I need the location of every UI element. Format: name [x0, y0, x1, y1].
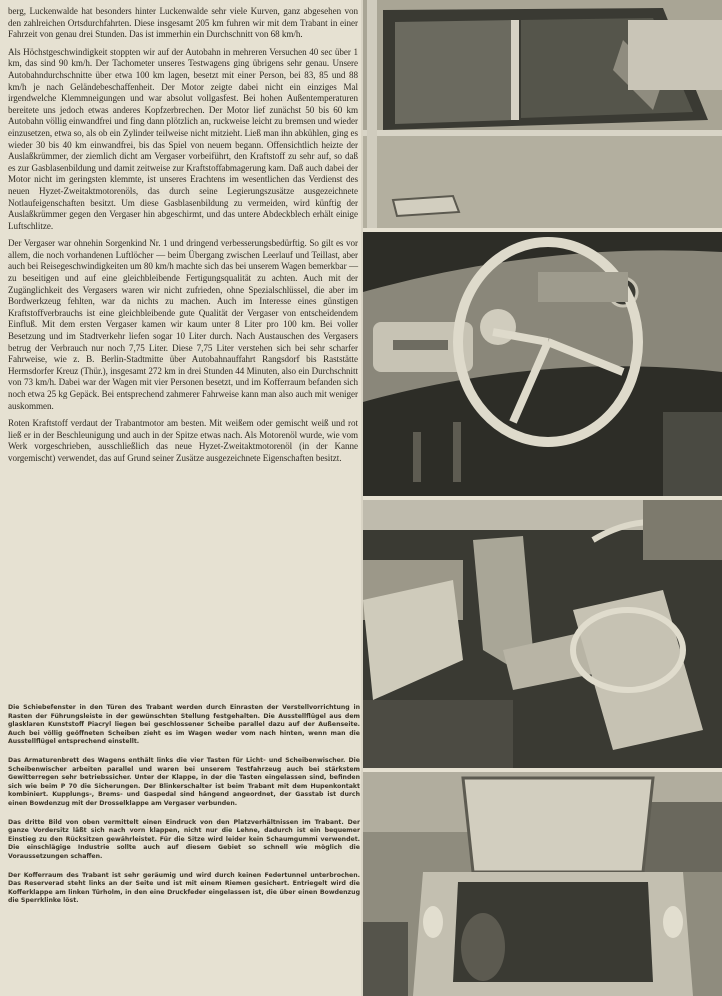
photo-door-window — [363, 0, 722, 228]
photo-trunk — [363, 772, 722, 996]
caption-trunk: Der Kofferraum des Trabant ist sehr geräumig und wird durch keinen Federtunnel unterbrochen. Das Reserverad steht links an der Seite und ist mit einem Riemen gesichert. Entriegelt wird die Kofferklappe am linken Türholm, in den eine Druckfeder eingelassen ist, die über einen Bowdenzug die Sperrklinke löst. — [8, 871, 360, 905]
article-body — [8, 6, 358, 471]
photo-captions — [8, 704, 360, 916]
article-paragraph-1: berg, Luckenwalde hat besonders hinter Luckenwalde sehr viele Kurven, ganz abgesehen von den zahlreichen Ortsdurchfahrten. Diese insgesamt 205 km fuhren wir mit dem Trabant in einer Fahrzeit von genau drei Stunden. Das ist immerhin ein Durchschnitt von 68 km/h. — [8, 6, 358, 40]
photo-dashboard — [363, 232, 722, 496]
caption-seats: Das dritte Bild von oben vermittelt einen Eindruck von den Platzverhältnissen im Trabant. Der ganze Vordersitz läßt sich nach vorn klappen, nicht nur die Lehne, dadurch ist ein bequemer Einstieg zu den Rücksitzen gewährleistet. Für die Sitze wird leider kein Schaumgummi verwendet. Die einschlägige Industrie sollte auch auf diesem Gebiet so schnell wie möglich die Voraussetzungen schaffen. — [8, 818, 360, 860]
caption-dashboard: Das Armaturenbrett des Wagens enthält links die vier Tasten für Licht- und Scheibenwischer. Die Scheibenwischer arbeiten parallel und waren bei unserem Testfahrzeug auch bei stärkstem Gewitterregen sehr betriebssicher. Unter der Klappe, in der die Tasten eingelassen sind, befinden sich wie beim P 70 die Sicherungen. Der Blinkerschalter ist beim Trabant mit dem Hupenkontakt kombiniert. Kupplungs-, Brems- und Gaspedal sind hängend angeordnet, der Gasstab ist durch einen Bowdenzug mit der Drosselklappe am Vergaser verbunden. — [8, 756, 360, 807]
article-paragraph-4: Roten Kraftstoff verdaut der Trabantmotor am besten. Mit weißem oder gemischt weiß und rot ließ er in der Beschleunigung und auch in der Spitze etwas nach. Als Motorenöl wurde, wie vom Werk vorgeschrieben, ausschließlich das neue Hyzet-Zweitaktmotorenöl (in der Kanne vorgemischt) verwendet, das auf Grund seiner Zusätze ausgezeichnete Eigenschaften besitzt. — [8, 418, 358, 463]
article-paragraph-3: Der Vergaser war ohnehin Sorgenkind Nr. 1 und dringend verbesserungsbedürftig. So gilt es vor allem, die noch vorhandenen Luftlöcher — beim Übergang zwischen Leerlauf und Teillast, aber auch bei Reisegeschwindigkeiten um 80 km/h machte sich das bei unserem Wagen bemerkbar — zu beseitigen und auf eine gleichbleibende Fertigungsqualität zu achten. Auch mit der Zugänglichkeit des Vergasers waren wir nicht zufrieden, ohne Spezialschlüssel, die aber im Bordwerkzeug fehlten, war da nichts zu machen. Auch im Interesse eines günstigen Kraftstoffverbrauchs ist eine gleichbleibende gute Qualität der Vergaser von entscheidendem Einfluß. Mit dem ersten Vergaser kamen wir kaum unter 8 Liter pro 100 km. Bei voller Besetzung und im Stadtverkehr liefen sogar 10 Liter durch. Nach Austauschen des Vergasers betrug der Verbrauch nur noch 7,75 Liter. Diese 7,75 Liter verstehen sich bei sehr scharfer Fahrweise, wie z. B. Berlin-Stadtmitte über Autobahnauffahrt Rangsdorf bis Raststätte Hermsdorfer Kreuz (Thür.), insgesamt 272 km in drei Stunden 44 Minuten, also ein Durchschnitt von 73 km/h. Dabei war der Wagen mit vier Personen besetzt, und im Kofferraum befanden sich noch etwa 25 kg Gepäck. Bei entsprechend zahmerer Fahrweise kann man also auch mit weniger auskommen. — [8, 238, 358, 411]
article-paragraph-2: Als Höchstgeschwindigkeit stoppten wir auf der Autobahn in mehreren Versuchen 40 sec über 1 km, das sind 90 km/h. Der Tachometer unseres Testwagens ging übrigens sehr genau. Unsere Autobahndurchschnitte über etwa 100 km lagen, besetzt mit einer Person, bei 83, 85 und 88 km/h je nach Geländebeschaffenheit. Der Motor zeigte dabei nicht ein einziges Mal irgendwelche Klemmneigungen und war absolut vollgasfest. Bei hohen Außentemperaturen bereitete uns jedoch etwas anderes Kopfzerbrechen. Der Motor lief zunächst 50 bis 60 km Autobahn völlig einwandfrei und fing dann plötzlich an, ruckweise leicht zu bremsen und wieder einzusetzen, etwa so, als ob ein Zylinder teilweise nicht mitzieht. Ließ man ihn abkühlen, ging es wieder 30 bis 40 km einwandfrei, bis das Spiel von neuem begann. Offensichtlich heizte der Auslaßkrümmer, der ziemlich dicht am Vergaser vorbeiführt, den Kraftstoff zu sehr auf, so daß es zur Gasblasenbildung und damit zeitweise zur Kraftstoffabmagerung kam. Daß auch dabei der Motor nicht im geringsten klemmte, ist unseres Erachtens im wesentlichen das Verdienst des neuen Hyzet-Zweitaktmotorenöls, das durch seine Legierungszusätze ausgezeichnete Notlaufeigenschaften besitzt. Um diese Gasblasenbildung zu vermeiden, wird künftig der Auslaßkrümmer gegen den Vergaser hin abgeschirmt, und das untere Abdeckblech erhält einige Luftschlitze. — [8, 46, 358, 231]
caption-windows: Die Schiebefenster in den Türen des Trabant werden durch Einrasten der Verstellvorrichtung in Rasten der Führungsleiste in der gewünschten Stellung festgehalten. Die Ausstellflügel aus dem glasklaren Kunststoff Piacryl liegen bei geschlossener Scheibe parallel dazu auf der Außenseite. Auch bei völlig geöffneten Scheiben zieht es im Wagen weder vom nach hinten, wenn man die Ausstellflügel entsprechend einstellt. — [8, 704, 360, 746]
photo-seats — [363, 500, 722, 768]
